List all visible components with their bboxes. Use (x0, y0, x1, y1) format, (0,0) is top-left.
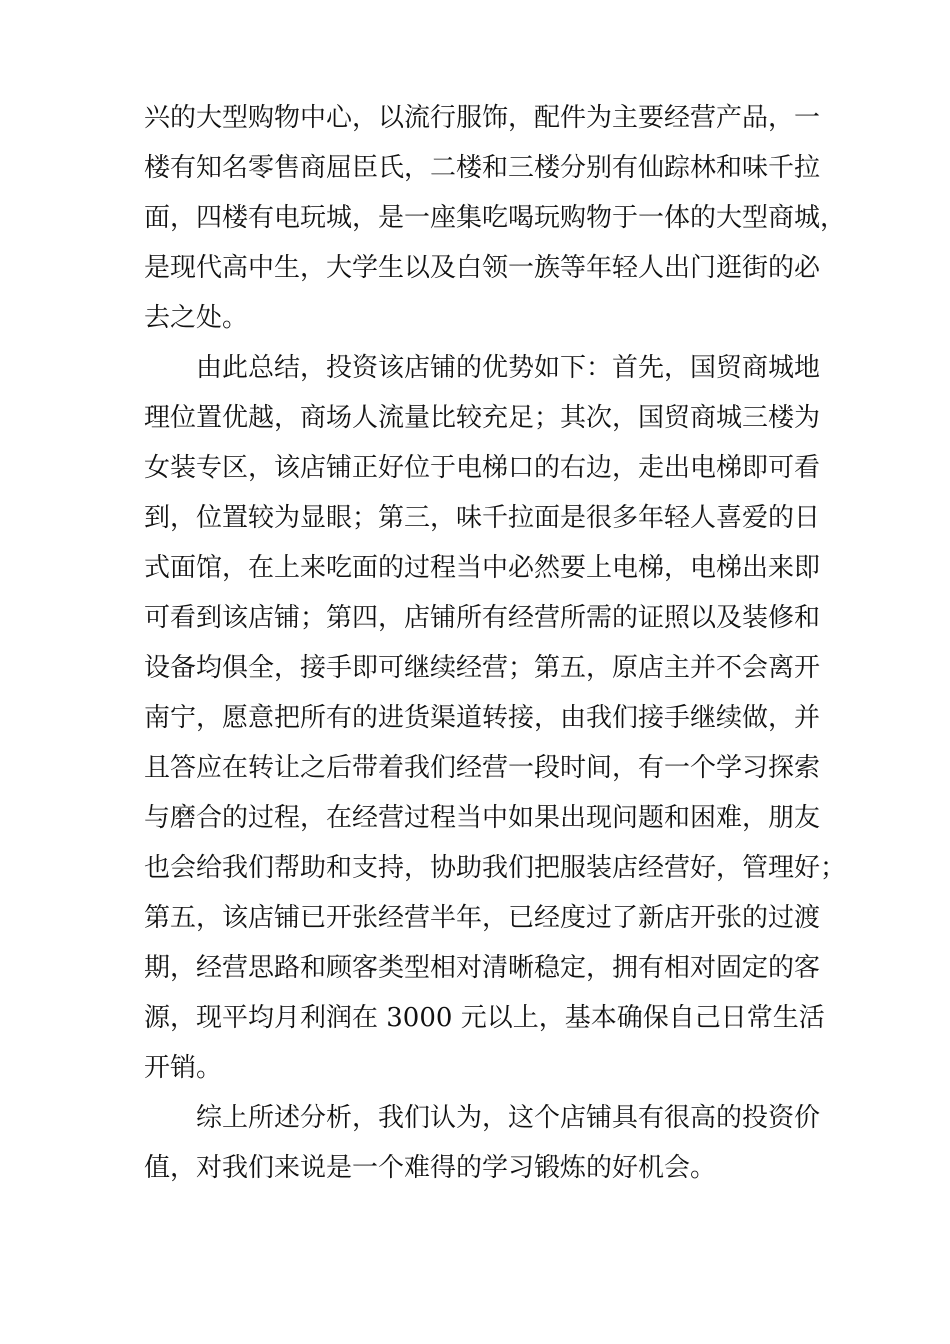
text-line: 去之处。 (144, 303, 249, 333)
text-line: 第五，该店铺已开张经营半年，已经度过了新店开张的过渡 (144, 903, 821, 933)
text-line: 女装专区，该店铺正好位于电梯口的右边，走出电梯即可看 (144, 453, 821, 483)
text-line: 理位置优越，商场人流量比较充足；其次，国贸商城三楼为 (144, 403, 821, 433)
text-line: 兴的大型购物中心，以流行服饰，配件为主要经营产品，一 (144, 103, 821, 133)
text-line: 是现代高中生，大学生以及白领一族等年轻人出门逛街的必 (144, 253, 821, 283)
text-line: 设备均俱全，接手即可继续经营；第五，原店主并不会离开 (144, 653, 821, 683)
text-line: 也会给我们帮助和支持，协助我们把服装店经营好，管理好； (144, 853, 847, 883)
text-line: 值，对我们来说是一个难得的学习锻炼的好机会。 (144, 1153, 717, 1183)
text-line: 由此总结，投资该店铺的优势如下：首先，国贸商城地 (196, 353, 821, 383)
text-line: 期，经营思路和顾客类型相对清晰稳定，拥有相对固定的客 (144, 953, 821, 983)
text-line: 楼有知名零售商屈臣氏，二楼和三楼分别有仙踪林和味千拉 (144, 153, 821, 183)
text-line: 面，四楼有电玩城，是一座集吃喝玩购物于一体的大型商城， (144, 203, 847, 233)
text-line: 与磨合的过程，在经营过程当中如果出现问题和困难，朋友 (144, 803, 821, 833)
text-line: 综上所述分析，我们认为，这个店铺具有很高的投资价 (196, 1103, 821, 1133)
text-line: 开销。 (144, 1053, 223, 1083)
text-line: 到，位置较为显眼；第三，味千拉面是很多年轻人喜爱的日 (144, 503, 821, 533)
text-line: 南宁，愿意把所有的进货渠道转接，由我们接手继续做，并 (144, 703, 821, 733)
text-line: 可看到该店铺；第四，店铺所有经营所需的证照以及装修和 (144, 603, 821, 633)
text-line: 源，现平均月利润在 3000 元以上，基本确保自己日常生活 (144, 1003, 825, 1033)
text-line: 式面馆，在上来吃面的过程当中必然要上电梯，电梯出来即 (144, 553, 821, 583)
text-line: 且答应在转让之后带着我们经营一段时间，有一个学习探索 (144, 753, 821, 783)
